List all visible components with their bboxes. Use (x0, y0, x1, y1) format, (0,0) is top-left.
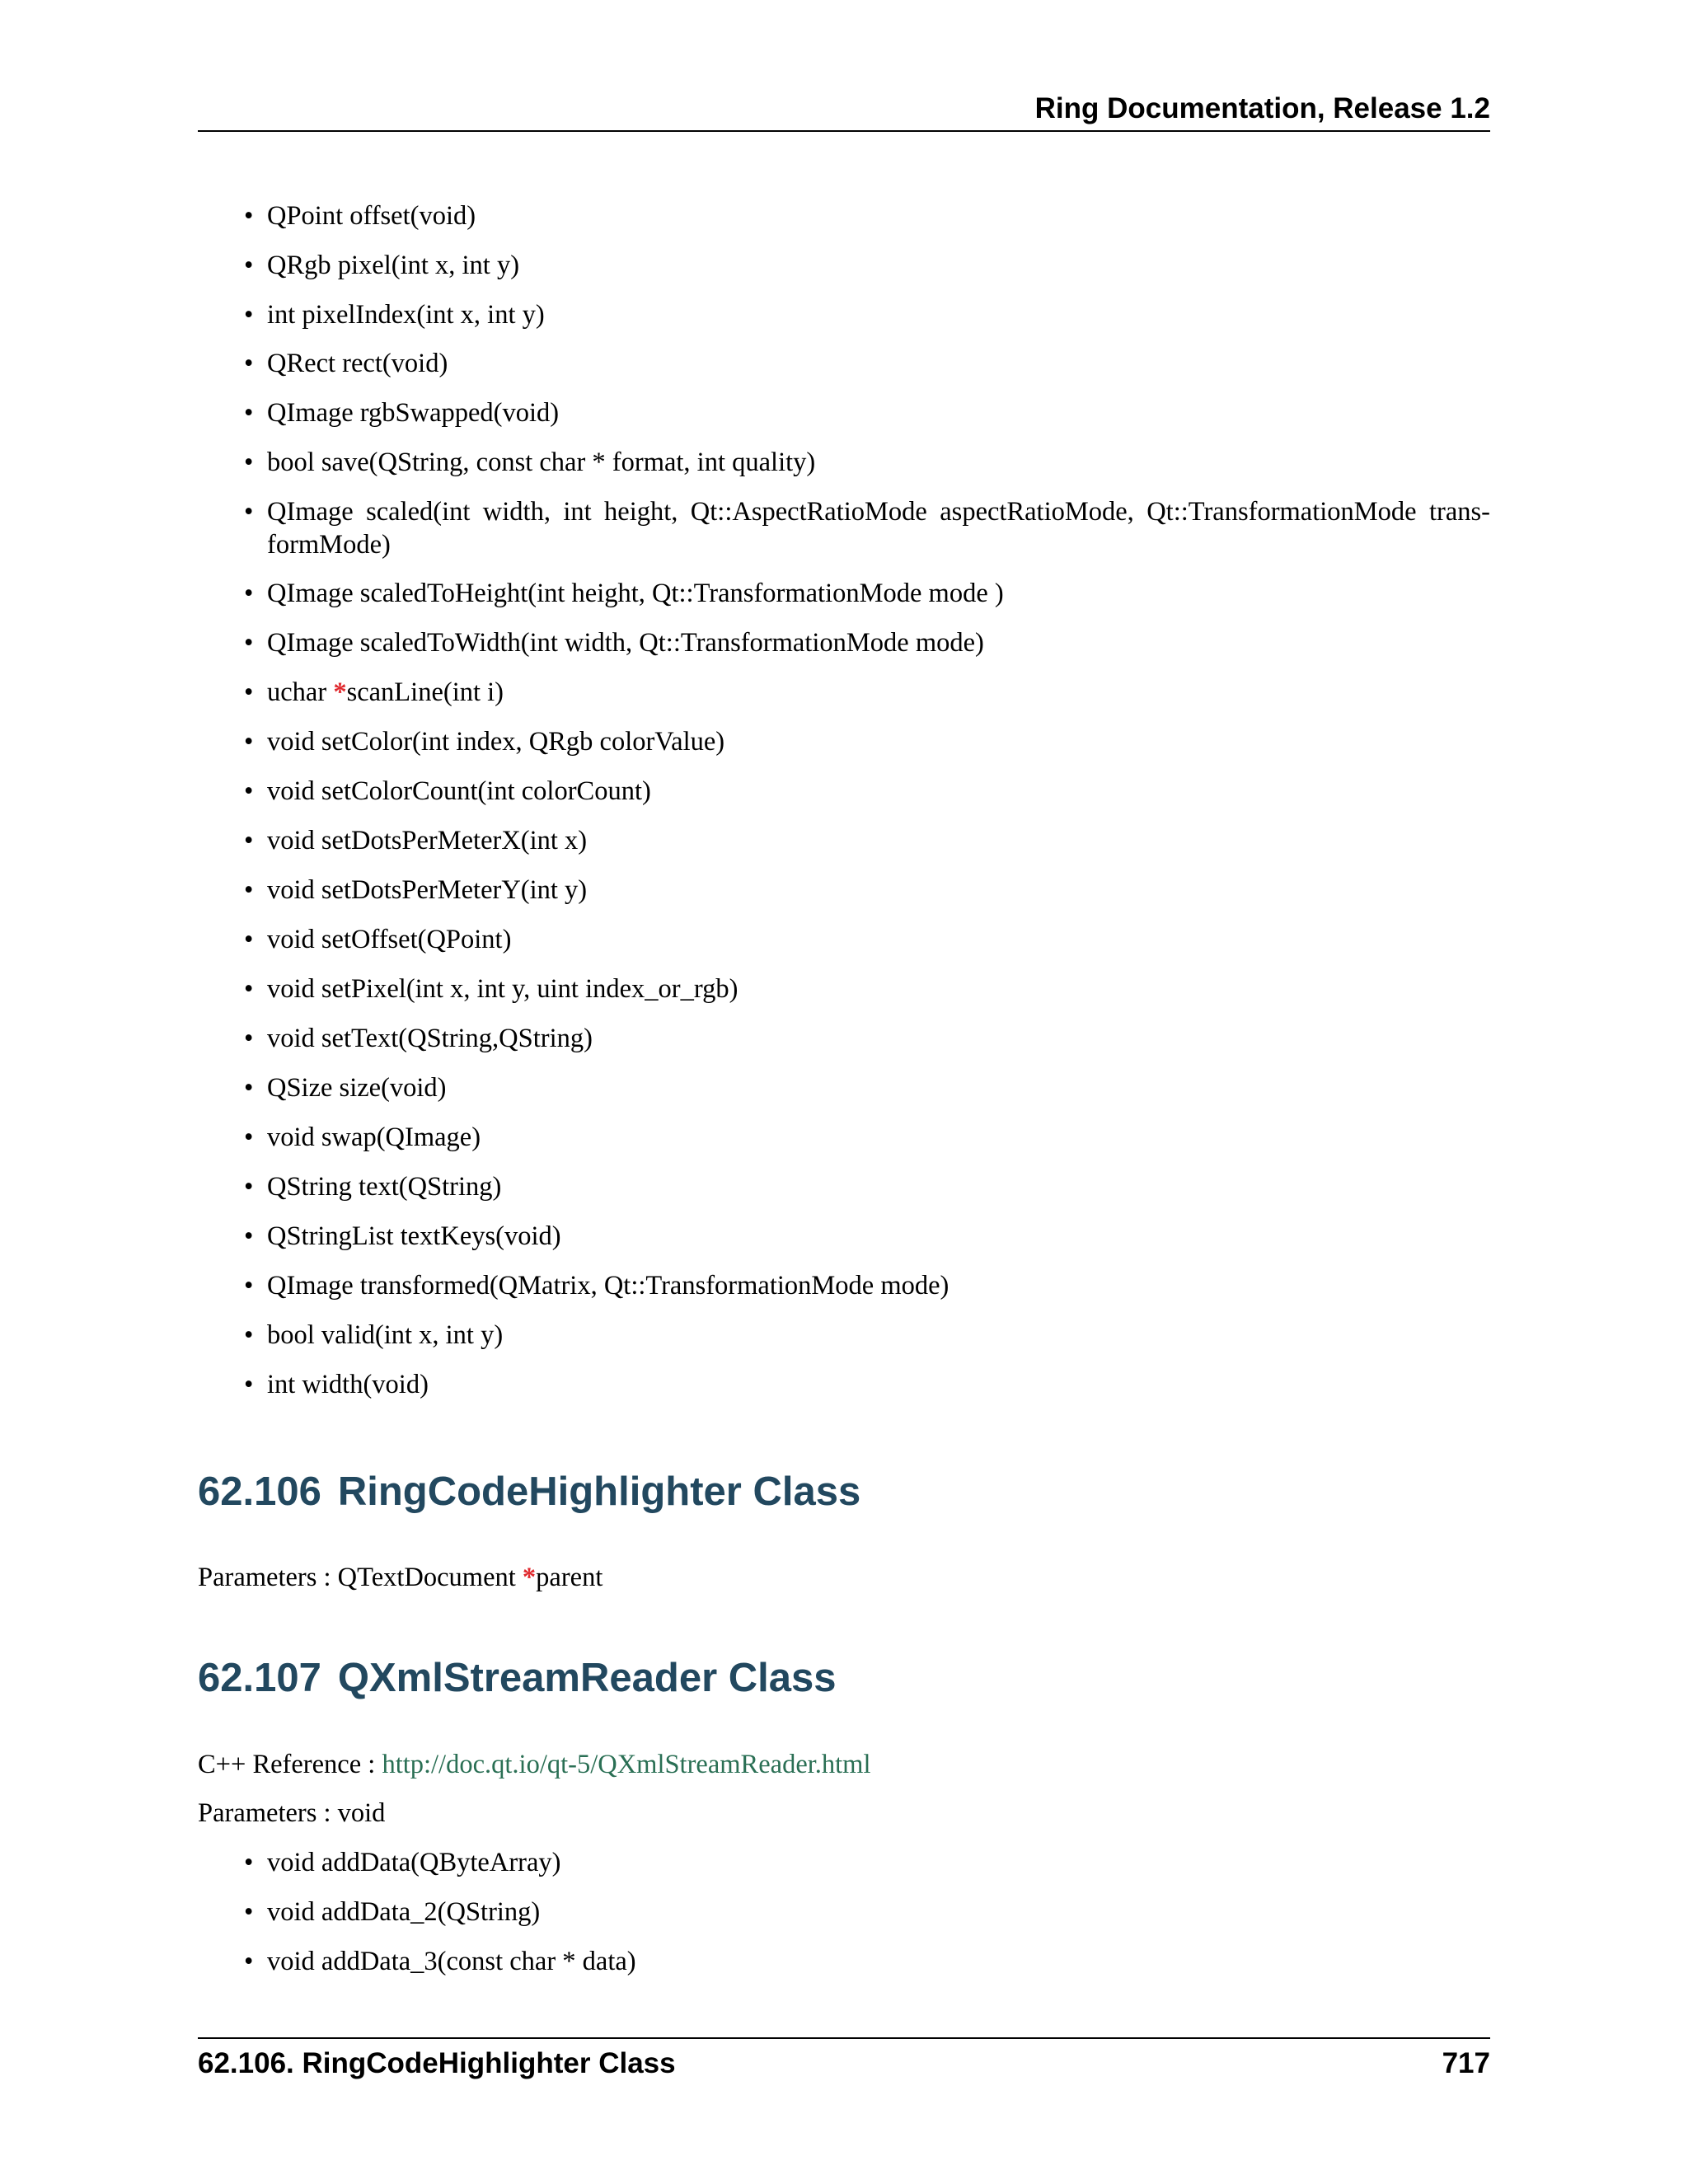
section-title: RingCodeHighlighter Class (337, 1469, 861, 1514)
running-footer-section: 62.106. RingCodeHighlighter Class (198, 2047, 676, 2079)
section-title: QXmlStreamReader Class (337, 1656, 837, 1700)
list-item: • QImage scaledToHeight(int height, Qt::TransformationMode mode ) (267, 577, 1490, 610)
section-number: 62.106 (198, 1469, 321, 1514)
list-item: • void setPixel(int x, int y, uint index_or_rgb) (267, 972, 1490, 1005)
parameters-label: Parameters : QTextDocument (198, 1563, 523, 1592)
parameters-value: parent (536, 1563, 603, 1592)
pointer-star: * (333, 677, 347, 707)
list-item: • QImage rgbSwapped(void) (267, 396, 1490, 429)
page-number: 717 (1442, 2047, 1490, 2079)
list-item: • int width(void) (267, 1368, 1490, 1401)
list-item: • void setColorCount(int colorCount) (267, 775, 1490, 808)
pointer-star: * (522, 1563, 537, 1592)
list-item: • void addData(QByteArray) (267, 1846, 1490, 1879)
list-item: • int pixelIndex(int x, int y) (267, 298, 1490, 331)
list-item: • void setDotsPerMeterX(int x) (267, 824, 1490, 857)
list-item-text: uchar (267, 677, 334, 707)
list-item: • QPoint offset(void) (267, 199, 1490, 232)
list-item: • void addData_2(QString) (267, 1896, 1490, 1929)
list-item-text: scanLine(int i) (346, 677, 504, 707)
running-header-title: Ring Documentation, Release 1.2 (1034, 92, 1490, 124)
list-item: • QSize size(void) (267, 1071, 1490, 1104)
list-item: • void addData_3(const char * data) (267, 1945, 1490, 1978)
list-item: • QStringList textKeys(void) (267, 1220, 1490, 1253)
qxmlstreamreader-parameters: Parameters : void (198, 1798, 386, 1828)
list-item: • void setColor(int index, QRgb colorValue) (267, 725, 1490, 758)
list-item: • QRect rect(void) (267, 347, 1490, 380)
list-item: • QImage transformed(QMatrix, Qt::TransformationMode mode) (267, 1269, 1490, 1302)
list-item: • void setDotsPerMeterY(int y) (267, 874, 1490, 907)
list-item: • QImage scaled(int width, int height, Qt::AspectRatioMode aspectRatioMode, Qt::TransformationMode trans-formMode) (267, 495, 1490, 561)
list-item: • void setOffset(QPoint) (267, 923, 1490, 956)
cpp-reference-link[interactable]: http://doc.qt.io/qt-5/QXmlStreamReader.html (382, 1750, 871, 1779)
list-item: • void swap(QImage) (267, 1121, 1490, 1154)
footer-divider (198, 2037, 1490, 2039)
cpp-reference-label: C++ Reference : (198, 1750, 382, 1779)
list-item: • QImage scaledToWidth(int width, Qt::TransformationMode mode) (267, 626, 1490, 659)
list-item: • QString text(QString) (267, 1170, 1490, 1203)
list-item: • bool save(QString, const char * format, int quality) (267, 446, 1490, 479)
list-item: • void setText(QString,QString) (267, 1022, 1490, 1055)
list-item: • bool valid(int x, int y) (267, 1319, 1490, 1352)
list-item: • QRgb pixel(int x, int y) (267, 249, 1490, 282)
section-number: 62.107 (198, 1656, 321, 1700)
